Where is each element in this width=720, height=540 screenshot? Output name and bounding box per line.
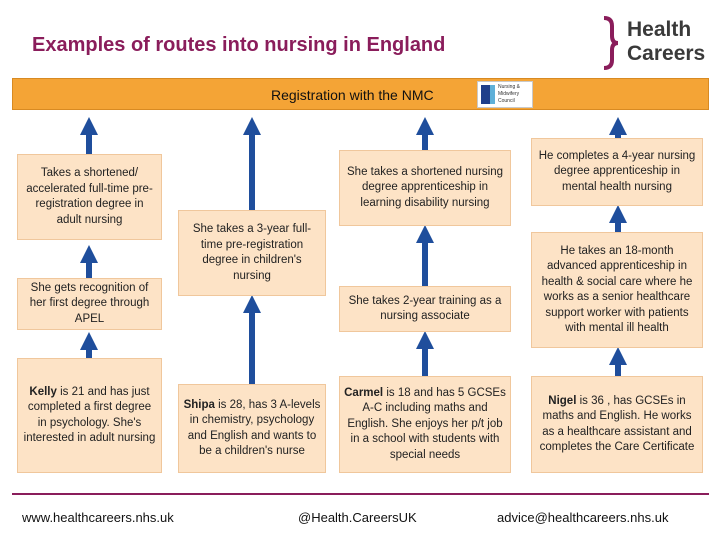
person-description: is 28, has 3 A-levels in chemistry, psychology and English and wants to be a children's nurse <box>187 398 321 457</box>
logo-text-careers: Careers <box>627 42 706 65</box>
person-name: Kelly <box>29 385 57 398</box>
person-text <box>344 386 506 464</box>
route-step-box <box>17 154 162 240</box>
route-step-text: Takes a shortened/ accelerated full-time pre-registration degree in adult nursing <box>26 167 153 226</box>
registration-label: Registration with the NMC <box>271 87 434 103</box>
page-title: Examples of routes into nursing in England <box>32 34 446 56</box>
route-step-text: She takes a shortened nursing degree apprenticeship in learning disability nursing <box>347 165 503 209</box>
person-description: is 36 , has GCSEs in maths and English. He works as a healthcare assistant and completes the Care Certificate <box>539 394 695 453</box>
route-step-box <box>531 232 703 348</box>
route-step-box <box>339 150 511 226</box>
route-step-box <box>339 286 511 332</box>
route-step-text: He takes an 18-month advanced apprenticeship in health & social care where he works as a senior healthcare support worker with patients with mental ill health <box>541 244 693 334</box>
person-box <box>339 376 511 473</box>
person-name: Carmel <box>344 386 384 399</box>
person-name: Shipa <box>183 398 215 411</box>
person-text <box>183 398 321 460</box>
person-text <box>22 385 157 447</box>
logo-text-health: Health <box>627 18 692 41</box>
route-step-text: She gets recognition of her first degree through APEL <box>29 281 150 325</box>
route-step-box <box>531 138 703 206</box>
footer-twitter-link[interactable]: @Health.CareersUK <box>298 510 417 525</box>
route-step-text: She takes a 3-year full-time pre-registration degree in children's nursing <box>192 223 312 282</box>
person-text <box>536 394 698 456</box>
person-description: is 18 and has 5 GCSEs A-C including maths and English. She enjoys her p/t job in a school with students with special needs <box>347 386 506 461</box>
person-description: is 21 and has just completed a first degree in psychology. She's interested in adult nursing <box>23 385 156 444</box>
nmc-logo-text: Nursing & Midwifery Council <box>498 84 520 104</box>
route-step-box <box>178 210 326 296</box>
route-step-text: She takes 2-year training as a nursing associate <box>348 294 502 322</box>
person-box <box>178 384 326 473</box>
footer-divider <box>12 492 709 496</box>
footer-email-link[interactable]: advice@healthcareers.nhs.uk <box>497 510 669 525</box>
person-name: Nigel <box>548 394 577 407</box>
person-box <box>531 376 703 473</box>
route-step-text: He completes a 4-year nursing degree apprenticeship in mental health nursing <box>538 149 696 193</box>
person-box <box>17 358 162 473</box>
footer-website-link[interactable]: www.healthcareers.nhs.uk <box>22 510 174 525</box>
route-step-box <box>17 278 162 330</box>
